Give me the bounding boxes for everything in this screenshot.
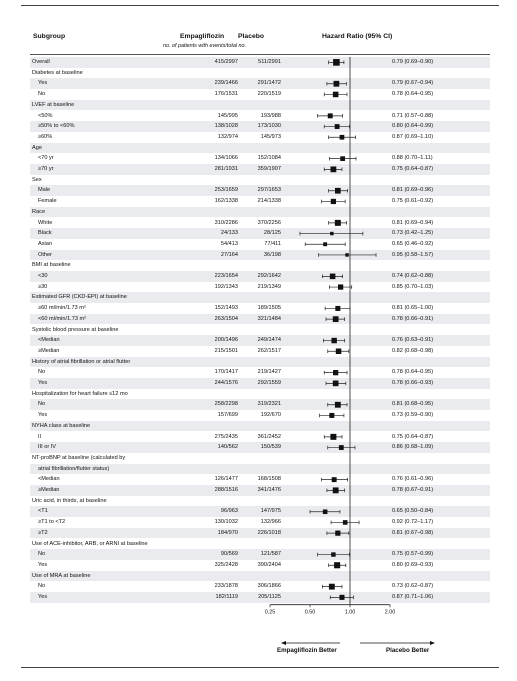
empagliflozin-count: 96/963 [220, 508, 238, 515]
placebo-count: 220/1519 [257, 91, 281, 98]
placebo-count: 292/1642 [257, 273, 281, 279]
empagliflozin-count: 27/164 [220, 251, 238, 258]
placebo-better-label: Placebo Better [386, 647, 430, 654]
hazard-ratio-value: 0.75 (0.64–0.87) [392, 166, 434, 172]
subgroup-label: <T1 [38, 508, 48, 515]
empagliflozin-count: 176/1531 [214, 91, 238, 98]
subgroup-row [30, 335, 490, 346]
subgroup-row [30, 346, 490, 357]
empagliflozin-count: 90/569 [220, 551, 238, 558]
empagliflozin-count: 132/974 [217, 133, 238, 140]
subgroup-row [30, 399, 490, 410]
hazard-ratio-value: 0.76 (0.61–0.96) [392, 476, 434, 483]
subgroup-heading-row [30, 143, 490, 154]
subgroup-label: Other [38, 251, 52, 258]
placebo-header: Placebo [238, 33, 265, 40]
subgroup-label: ≥T1 to <T2 [38, 519, 66, 526]
subgroup-row [30, 271, 490, 282]
empagliflozin-count: 140/562 [217, 444, 238, 451]
hazard-ratio-value: 0.65 (0.46–0.92) [392, 240, 434, 247]
empagliflozin-count: 223/1654 [214, 273, 238, 279]
subgroup-label: Estimated GFR (CKD-EPI) at baseline [32, 294, 127, 301]
subgroup-header: Subgroup [33, 33, 66, 40]
subgroup-row [30, 474, 490, 485]
empagliflozin-count: 54/413 [220, 240, 238, 247]
subgroup-row [30, 549, 490, 560]
subgroup-label: Use of MRA at baseline [32, 572, 91, 579]
hazard-ratio-value: 0.78 (0.66–0.93) [392, 380, 434, 386]
subgroup-label: Sex [32, 176, 42, 183]
subgroup-heading-row [30, 207, 490, 218]
subgroup-row [30, 303, 490, 314]
subgroup-row [30, 442, 490, 453]
hazard-ratio-value: 0.81 (0.68–0.95) [392, 401, 434, 408]
empagliflozin-count: 253/1659 [214, 187, 238, 194]
placebo-count: 359/1907 [257, 166, 281, 172]
hazard-ratio-value: 0.95 (0.58–1.57) [392, 251, 434, 258]
placebo-count: 390/2404 [257, 561, 281, 568]
placebo-count: 361/2452 [257, 433, 281, 440]
placebo-count: 132/966 [260, 519, 281, 526]
subgroup-label: Systolic blood pressure at baseline [32, 326, 119, 333]
placebo-count: 291/1472 [257, 80, 281, 87]
subgroup-row [30, 367, 490, 378]
subgroup-label: atrial fibrillation/flutter status) [38, 465, 110, 472]
empagliflozin-count: 162/1338 [214, 198, 238, 205]
x-tick-label: 2.00 [384, 609, 396, 616]
placebo-count: 150/539 [260, 444, 281, 451]
subgroup-label: Female [38, 198, 57, 205]
placebo-count: 173/1030 [257, 123, 281, 130]
subgroup-row [30, 560, 490, 571]
hazard-ratio-value: 0.76 (0.63–0.91) [392, 337, 434, 344]
placebo-count: 36/198 [263, 251, 281, 258]
subgroup-row [30, 153, 490, 164]
hazard-ratio-header: Hazard Ratio (95% CI) [322, 33, 393, 40]
empagliflozin-count: 170/1417 [214, 369, 238, 376]
placebo-count: 319/2321 [257, 401, 281, 408]
empagliflozin-count: 138/1028 [214, 123, 238, 130]
subgroup-label: ≥Median [38, 347, 60, 354]
subgroup-row [30, 432, 490, 443]
subgroup-heading-row [30, 421, 490, 432]
hazard-ratio-value: 0.81 (0.69–0.96) [392, 187, 434, 194]
subgroup-label: <70 yr [38, 155, 54, 162]
placebo-count: 511/2991 [258, 59, 281, 65]
placebo-count: 168/1508 [257, 476, 281, 483]
subgroup-label: NT-proBNP at baseline (calculated by [32, 454, 126, 461]
subgroup-row [30, 485, 490, 496]
subgroup-label: Yes [38, 561, 48, 568]
empagliflozin-count: 275/2435 [214, 433, 238, 440]
empagliflozin-count: 325/2428 [214, 561, 238, 568]
subgroup-label: No [38, 551, 46, 558]
subgroup-row [30, 89, 490, 100]
subgroup-label: Yes [38, 80, 48, 87]
subgroup-label: ≥70 yr [38, 166, 54, 172]
x-tick-label: 0.25 [264, 609, 276, 616]
empagliflozin-count: 126/1477 [214, 476, 238, 483]
hazard-ratio-value: 0.79 (0.67–0.94) [392, 80, 434, 87]
hazard-ratio-value: 0.87 (0.71–1.06) [392, 594, 434, 600]
placebo-count: 249/1474 [257, 337, 281, 344]
placebo-count: 219/1427 [257, 369, 281, 376]
subgroup-row [30, 314, 490, 325]
empagliflozin-count: 152/1493 [214, 305, 238, 312]
empagliflozin-count: 134/1066 [214, 155, 238, 162]
hazard-ratio-value: 0.82 (0.68–0.98) [392, 347, 434, 354]
empagliflozin-count: 184/970 [217, 529, 238, 536]
hazard-ratio-value: 0.71 (0.57–0.88) [392, 112, 434, 119]
placebo-count: 193/988 [260, 112, 281, 119]
placebo-count: 321/1484 [257, 315, 281, 322]
subgroup-heading-row [30, 68, 490, 79]
subgroup-row [30, 592, 490, 603]
placebo-count: 145/973 [260, 133, 281, 140]
placebo-count: 292/1559 [257, 380, 281, 386]
hazard-ratio-value: 0.73 (0.59–0.90) [392, 412, 434, 419]
empagliflozin-count: 157/699 [217, 412, 238, 419]
subgroup-label: Use of ACE-inhibitor, ARB, or ARNI at baseline [32, 540, 148, 547]
hazard-ratio-value: 0.86 (0.68–1.09) [392, 444, 434, 451]
x-tick-label: 0.50 [304, 609, 316, 616]
subgroup-heading-row [30, 496, 490, 507]
subgroup-label: ≥60 ml/min/1.73 m² [38, 305, 86, 312]
hazard-ratio-value: 0.80 (0.69–0.93) [392, 561, 434, 568]
empagliflozin-count: 24/133 [220, 230, 238, 237]
subgroup-heading-row [30, 175, 490, 186]
hazard-ratio-value: 0.75 (0.57–0.99) [392, 551, 434, 558]
subgroup-row [30, 57, 490, 68]
subgroup-row [30, 218, 490, 229]
subgroup-heading-row [30, 292, 490, 303]
placebo-count: 152/1084 [257, 155, 281, 162]
empagliflozin-count: 310/2286 [214, 219, 238, 226]
hazard-ratio-value: 0.78 (0.67–0.91) [392, 487, 434, 493]
hazard-ratio-value: 0.73 (0.42–1.25) [392, 230, 434, 237]
empagliflozin-count: 239/1466 [214, 80, 238, 87]
subgroup-label: Yes [38, 412, 48, 419]
subgroup-label: <60 ml/min/1.73 m² [38, 315, 87, 322]
counts-subheader: no. of patients with events/total no. [163, 43, 247, 49]
subgroup-label: Age [32, 144, 42, 151]
placebo-count: 341/1476 [257, 487, 281, 493]
hazard-ratio-value: 0.73 (0.62–0.87) [392, 583, 434, 590]
empagliflozin-count: 244/1576 [214, 380, 238, 386]
empagliflozin-count: 258/2298 [214, 401, 238, 408]
subgroup-heading-row [30, 539, 490, 550]
subgroup-label: ≥Median [38, 487, 60, 493]
subgroup-label: No [38, 401, 46, 408]
header-rule [30, 54, 490, 55]
subgroup-label: <50% [38, 112, 53, 119]
placebo-count: 205/1125 [258, 594, 281, 600]
placebo-count: 219/1349 [257, 283, 281, 290]
empagliflozin-count: 281/1931 [214, 166, 238, 172]
hazard-ratio-value: 0.78 (0.66–0.91) [392, 315, 434, 322]
subgroup-row [30, 239, 490, 250]
subgroup-heading-row [30, 260, 490, 271]
hazard-ratio-value: 0.92 (0.72–1.17) [392, 519, 434, 526]
subgroup-row [30, 250, 490, 261]
placebo-count: 306/1866 [257, 583, 281, 590]
subgroup-label: BMI at baseline [32, 262, 71, 269]
subgroup-label: Yes [38, 380, 48, 386]
subgroup-label: History of atrial fibrillation or atrial flutter [32, 358, 131, 365]
empagliflozin-count: 182/1119 [215, 594, 238, 600]
placebo-count: 297/1653 [257, 187, 281, 194]
subgroup-row [30, 228, 490, 239]
subgroup-label: ≥T2 [38, 529, 48, 536]
subgroup-label: ≥50% to <60% [38, 123, 75, 130]
empagliflozin-count: 215/1501 [214, 347, 238, 354]
empagliflozin-count: 200/1496 [214, 337, 238, 344]
subgroup-label: No [38, 583, 46, 590]
subgroup-label: Diabetes at baseline [32, 69, 83, 76]
empagliflozin-count: 130/1032 [214, 519, 238, 526]
subgroup-label: III or IV [38, 444, 57, 451]
subgroup-label: <30 [38, 273, 48, 279]
empagliflozin-better-label: Empagliflozin Better [277, 647, 337, 654]
subgroup-label: Asian [38, 240, 52, 247]
empagliflozin-header: Empagliflozin [180, 33, 225, 40]
hazard-ratio-value: 0.88 (0.70–1.11) [392, 155, 433, 162]
hazard-ratio-value: 0.87 (0.69–1.10) [392, 133, 434, 140]
empagliflozin-count: 288/1516 [214, 487, 238, 493]
subgroup-label: Race [32, 208, 46, 215]
subgroup-row [30, 528, 490, 539]
x-tick-label: 1.00 [344, 609, 356, 616]
subgroup-row [30, 506, 490, 517]
subgroup-heading-row [30, 453, 490, 464]
hazard-ratio-value: 0.79 (0.69–0.90) [392, 59, 434, 65]
subgroup-row [30, 121, 490, 132]
subgroup-label: Uric acid, in thirds, at baseline [32, 497, 107, 504]
hazard-ratio-value: 0.81 (0.65–1.00) [392, 305, 434, 312]
placebo-count: 77/411 [264, 240, 281, 247]
hazard-ratio-value: 0.81 (0.67–0.98) [392, 529, 434, 536]
subgroup-row [30, 282, 490, 293]
hazard-ratio-value: 0.78 (0.64–0.95) [392, 91, 434, 98]
subgroup-label: Hospitalization for heart failure ≤12 mo [32, 390, 128, 397]
placebo-count: 262/1517 [257, 347, 281, 354]
placebo-count: 226/1018 [257, 529, 281, 536]
subgroup-row [30, 378, 490, 389]
empagliflozin-count: 145/995 [217, 112, 238, 119]
empagliflozin-count: 192/1343 [214, 283, 238, 290]
placebo-count: 147/975 [260, 508, 281, 515]
placebo-count: 121/587 [260, 551, 281, 558]
subgroup-heading-row [30, 325, 490, 336]
subgroup-label: LVEF at baseline [32, 101, 75, 108]
subgroup-heading-row [30, 464, 490, 475]
hazard-ratio-value: 0.74 (0.62–0.88) [392, 273, 434, 279]
hazard-ratio-value: 0.81 (0.69–0.94) [392, 219, 434, 226]
hazard-ratio-value: 0.78 (0.64–0.95) [392, 369, 434, 376]
subgroup-row [30, 111, 490, 122]
subgroup-heading-row [30, 100, 490, 111]
subgroup-label: ≥60% [38, 133, 53, 140]
subgroup-row [30, 185, 490, 196]
empagliflozin-count: 263/1504 [214, 315, 238, 322]
subgroup-label: II [38, 433, 42, 440]
placebo-count: 214/1338 [257, 198, 281, 205]
subgroup-row [30, 410, 490, 421]
subgroup-heading-row [30, 571, 490, 582]
placebo-count: 192/670 [260, 412, 281, 419]
subgroup-row [30, 132, 490, 143]
subgroup-heading-row [30, 389, 490, 400]
subgroup-row [30, 78, 490, 89]
subgroup-label: Overall [32, 59, 50, 65]
subgroup-label: ≥30 [38, 283, 48, 290]
subgroup-label: White [38, 219, 53, 226]
hazard-ratio-value: 0.80 (0.64–0.99) [392, 123, 434, 130]
placebo-count: 28/125 [263, 230, 281, 237]
subgroup-label: No [38, 91, 46, 98]
subgroup-label: No [38, 369, 46, 376]
placebo-count: 370/2256 [257, 219, 281, 226]
subgroup-label: <Median [38, 337, 60, 344]
subgroup-row [30, 196, 490, 207]
subgroup-row [30, 581, 490, 592]
subgroup-heading-row [30, 357, 490, 368]
hazard-ratio-value: 0.85 (0.70–1.03) [392, 283, 434, 290]
subgroup-label: <Median [38, 476, 60, 483]
hazard-ratio-value: 0.75 (0.61–0.92) [392, 198, 434, 205]
empagliflozin-count: 415/2997 [214, 59, 238, 65]
subgroup-label: Black [38, 230, 52, 237]
empagliflozin-count: 233/1878 [214, 583, 238, 590]
subgroup-label: Yes [38, 594, 48, 600]
subgroup-row [30, 517, 490, 528]
subgroup-label: Male [38, 187, 51, 194]
placebo-count: 189/1505 [257, 305, 281, 312]
subgroup-label: NYHA class at baseline [32, 422, 91, 429]
hazard-ratio-value: 0.75 (0.64–0.87) [392, 433, 434, 440]
subgroup-row [30, 164, 490, 175]
hazard-ratio-value: 0.65 (0.50–0.84) [392, 508, 434, 515]
